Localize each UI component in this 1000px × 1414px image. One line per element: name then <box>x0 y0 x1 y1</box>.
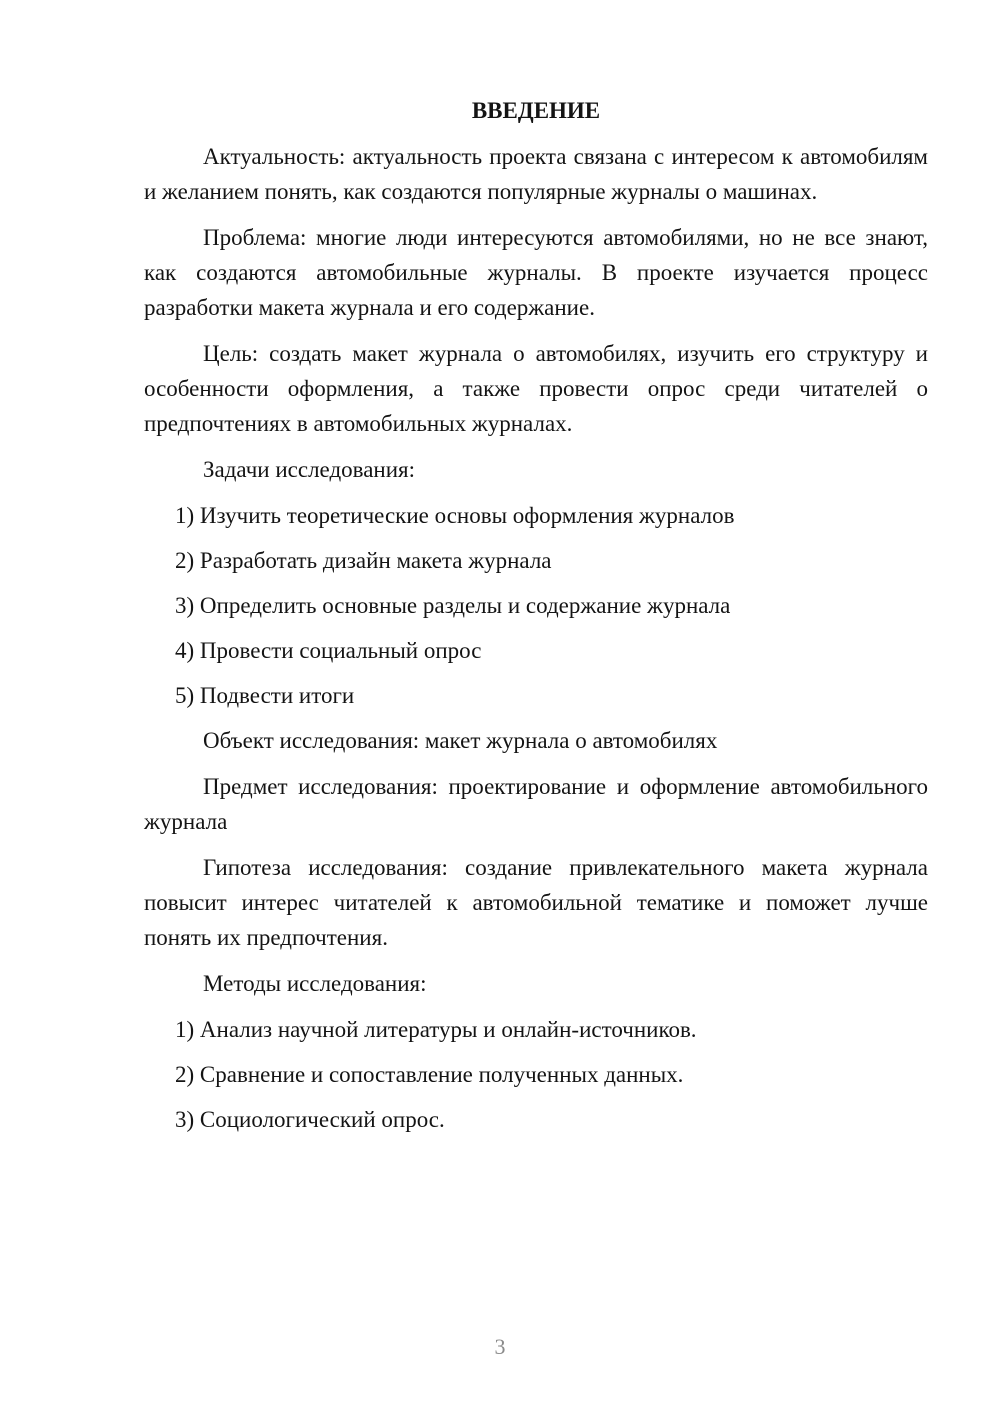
subject-paragraph: Предмет исследования: проектирование и оформление автомобильного журнала <box>144 774 928 834</box>
page-title: ВВЕДЕНИЕ <box>471 98 601 123</box>
methods-heading: Методы исследования: <box>203 971 427 996</box>
page-number: 3 <box>494 1334 506 1359</box>
tasks-heading: Задачи исследования: <box>203 457 416 482</box>
method-item: 3) Социологический опрос. <box>175 1107 445 1132</box>
method-item: 1) Анализ научной литературы и онлайн-источников. <box>175 1017 697 1042</box>
task-item: 5) Подвести итоги <box>175 683 355 708</box>
object-paragraph: Объект исследования: макет журнала о автомобилях <box>203 728 718 753</box>
method-item: 2) Сравнение и сопоставление полученных данных. <box>175 1062 684 1087</box>
relevance-paragraph: Актуальность: актуальность проекта связана с интересом к автомобилям и желанием понять, как создаются популярные журналы о машинах. <box>144 144 928 204</box>
task-item: 2) Разработать дизайн макета журнала <box>175 548 552 573</box>
task-item: 4) Провести социальный опрос <box>175 638 482 663</box>
goal-paragraph: Цель: создать макет журнала о автомобилях, изучить его структуру и особенности оформления, а также провести опрос среди читателей о предпочтениях в автомобильных журналах. <box>144 341 928 436</box>
tasks-list <box>144 498 928 713</box>
hypothesis-paragraph: Гипотеза исследования: создание привлекательного макета журнала повысит интерес читателей к автомобильной тематике и поможет лучше понять их предпочтения. <box>144 855 928 950</box>
task-item: 3) Определить основные разделы и содержание журнала <box>175 593 731 618</box>
methods-list <box>144 1012 928 1137</box>
task-item: 1) Изучить теоретические основы оформления журналов <box>175 503 735 528</box>
problem-paragraph: Проблема: многие люди интересуются автомобилями, но не все знают, как создаются автомобильные журналы. В проекте изучается процесс разработки макета журнала и его содержание. <box>144 225 928 320</box>
page-content <box>144 96 928 1147</box>
